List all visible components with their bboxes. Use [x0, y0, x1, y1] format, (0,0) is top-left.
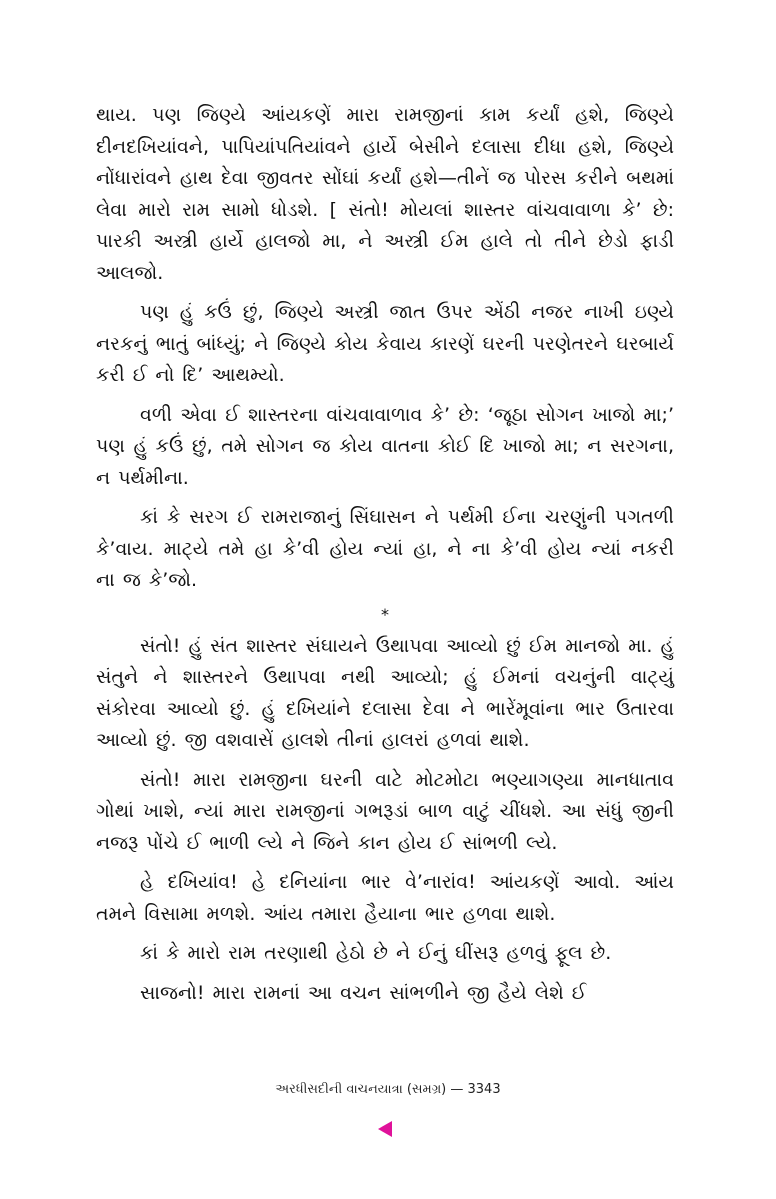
- page-body: [96, 100, 674, 1009]
- previous-page-arrow-icon[interactable]: [378, 1121, 392, 1137]
- paragraph-7: હે દખિયાંવ! હે દનિયાંના ભાર વે’નારાંવ! આંયકણેં આવો. આંય તમને વિસામા મળશે. આંય તમારા હૈયાના ભાર હળવા થાશે.: [96, 871, 674, 925]
- paragraph-2: પણ હું કઉં છું, જિણ્યે અસ્ત્રી જાત ઉપર એંઠી નજર નાખી ઇણ્યે નરકનું ભાતું બાંધ્યું; ને જિણ્યે કોય કેવાય કારણેં ઘરની પરણેતરને ઘરબાર્ય કરી ઈ નો દિ’ આથમ્યો.: [96, 301, 674, 386]
- paragraph-5: સંતો! હું સંત શાસ્તર સંઘાયને ઉથાપવા આવ્યો છું ઈમ માનજો મા. હું સંતુને ને શાસ્તરને ઉથાપવા નથી આવ્યો; હું ઈમનાં વચનુંની વાટ્યું સંકોરવા આવ્યો છું. હું દખિયાંને દલાસા દેવા ને ભારેંમૂવાંના ભાર ઉતારવા આવ્યો છું. જી વશવાસેં હાલશે તીનાં હાલરાં હળવાં થાશે.: [96, 634, 674, 751]
- paragraph-9: સાજનો! મારા રામનાં આ વચન સાંભળીને જી હૈયે લેશે ઈ: [140, 981, 587, 1004]
- paragraph-8: કાં કે મારો રામ તરણાથી હેઠો છે ને ઈનું ઘીંસરૂ હળવું ફૂલ છે.: [140, 942, 612, 964]
- paragraph-6: સંતો! મારા રામજીના ઘરની વાટે મોટમોટા ભણ્યાગણ્યા માનધાતાવ ગોથાં ખાશે, ન્યાં મારા રામજીનાં ગભરૂડાં બાળ વાટું ચીંધશે. આ સંધું જીની નજરૂ પોંચે ઈ ભાળી લ્યે ને જિને કાન હોય ઈ સાંભળી લ્યે.: [96, 768, 674, 854]
- section-divider: *: [381, 604, 389, 624]
- paragraph-4: કાં કે સરગ ઈ રામરાજાનું સિંઘાસન ને પર્થમી ઈના ચરણુંની પગતળી કે’વાય. માટ્યે તમે હા કે’વી હોય ન્યાં હા, ને ના કે’વી હોય ન્યાં નકરી ના જ કે’જો.: [96, 506, 674, 591]
- paragraph-3: વળી એવા ઈ શાસ્તરના વાંચવાવાળાવ કે’ છે: ‘જૂઠા સોગન ખાજો મા;’ પણ હું કઉં છું, તમે સોગન જ કોય વાતના કોઈ દિ ખાજો મા; ન સરગના, ન પર્થમીના.: [96, 403, 674, 489]
- paragraph-1: થાય. પણ જિણ્યે આંયકણેં મારા રામજીનાં કામ કર્યાં હશે, જિણ્યે દીનદખિયાંવને, પાપિયાંપતિયાંવને હાર્યે બેસીને દલાસા દીધા હશે, જિણ્યે નોંધારાંવને હાથ દેવા જીવતર સોંઘાં કર્યાં હશે—તીનેં જ પોરસ કરીને બથમાં લેવા મારો રામ સામો ધોડશે. [ સંતો! મોયલાં શાસ્તર વાંચવાવાળા કે’ છે: પારકી અસ્ત્રી હાર્યે હાલજો મા, ને અસ્ત્રી ઈમ હાલે તો તીને છેડો ફાડી આલજો.: [96, 104, 674, 284]
- page-footer: અરધીસદીની વાચનયાત્રા (સમગ્ર) — 3343: [275, 1082, 501, 1097]
